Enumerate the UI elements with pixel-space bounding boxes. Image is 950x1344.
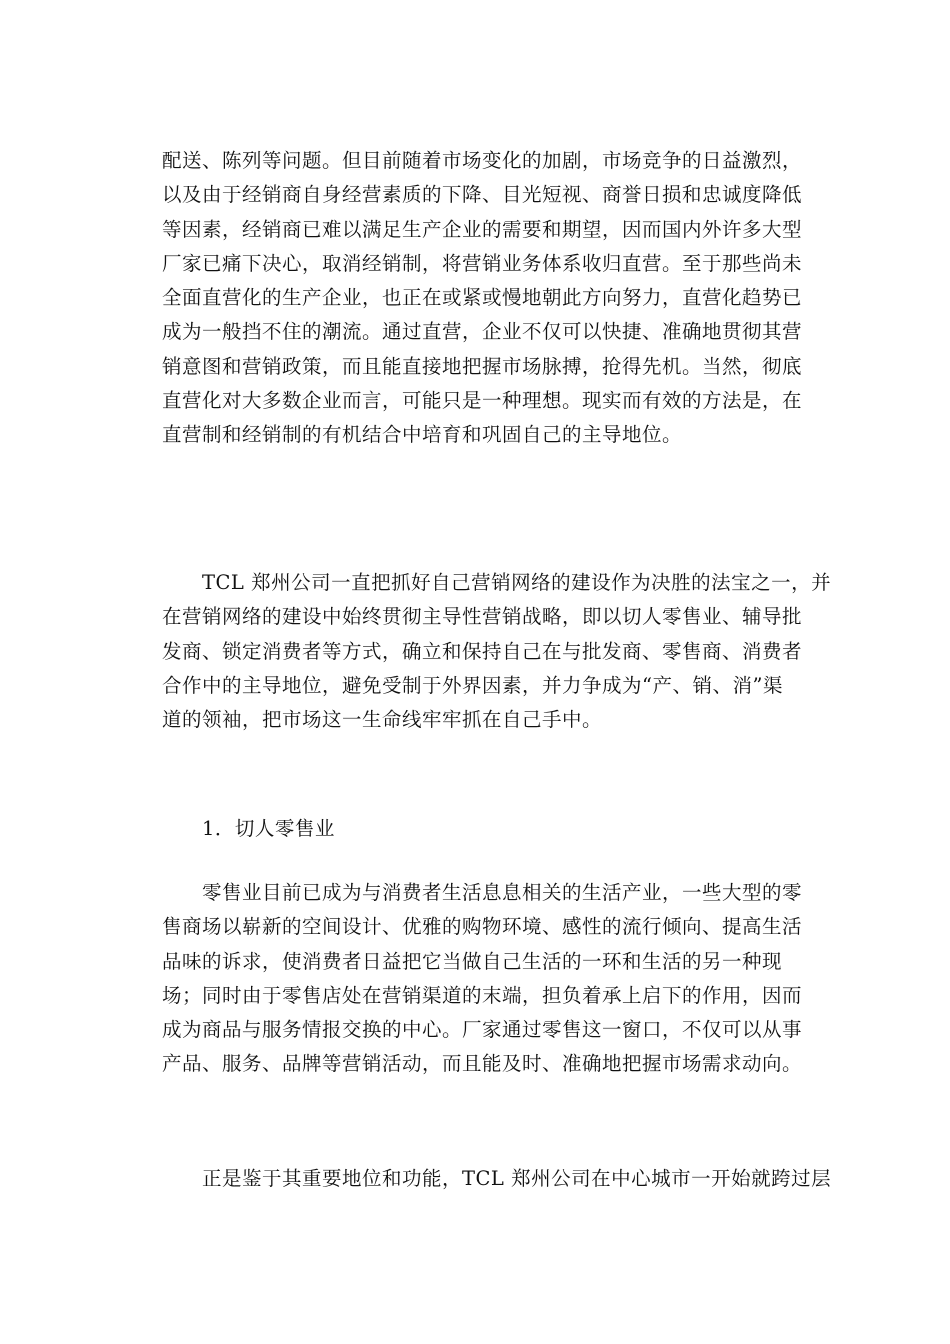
text-line: 成为一般挡不住的潮流。通过直营，企业不仅可以快捷、准确地贯彻其营: [162, 320, 803, 344]
text-line: 正是鉴于其重要地位和功能，TCL 郑州公司在中心城市一开始就跨过层: [162, 1167, 832, 1190]
text-line: 在营销网络的建设中始终贯彻主导性营销战略，即以切人零售业、辅导批: [162, 605, 803, 629]
text-line: 道的领袖，把市场这一生命线牢牢抓在自己手中。: [162, 708, 603, 732]
text-line: 零售业目前已成为与消费者生活息息相关的生活产业，一些大型的零: [162, 881, 803, 904]
text-line: 售商场以崭新的空间设计、优雅的购物环境、感性的流行倾向、提高生活: [162, 915, 803, 939]
text-line: 场；同时由于零售店处在营销渠道的末端，担负着承上启下的作用，因而: [162, 983, 803, 1007]
text-line: 等因素，经销商已难以满足生产企业的需要和期望，因而国内外许多大型: [162, 217, 803, 241]
paragraph-intro-continued: [162, 144, 803, 453]
paragraph-retail: [162, 876, 803, 1082]
paragraph-importance: [162, 1162, 832, 1196]
text-line: 直营化对大多数企业而言，可能只是一种理想。现实而有效的方法是，在: [162, 389, 803, 413]
text-line: 发商、锁定消费者等方式，确立和保持自己在与批发商、零售商、消费者: [162, 639, 803, 663]
text-line: 产品、服务、品牌等营销活动，而且能及时、准确地把握市场需求动向。: [162, 1052, 803, 1076]
text-line: 品味的诉求，使消费者日益把它当做自己生活的一环和生活的另一种现: [162, 949, 783, 973]
text-line: 直营制和经销制的有机结合中培育和巩固自己的主导地位。: [162, 423, 683, 447]
section-heading: [162, 812, 790, 846]
text-line: TCL 郑州公司一直把抓好自己营销网络的建设作为决胜的法宝之一，并: [162, 571, 832, 594]
paragraph-tcl-network: [162, 566, 832, 737]
text-line: 销意图和营销政策，而且能直接地把握市场脉搏，抢得先机。当然，彻底: [162, 354, 803, 378]
text-line: 厂家已痛下决心，取消经销制，将营销业务体系收归直营。至于那些尚未: [162, 251, 803, 275]
heading-line: 1．切人零售业: [162, 817, 335, 840]
text-line: 以及由于经销商自身经营素质的下降、目光短视、商誉日损和忠诚度降低: [162, 183, 803, 207]
text-line: 合作中的主导地位，避免受制于外界因素，并力争成为“产、销、消”渠: [162, 673, 783, 697]
text-line: 全面直营化的生产企业，也正在或紧或慢地朝此方向努力，直营化趋势已: [162, 286, 803, 310]
text-line: 成为商品与服务情报交换的中心。厂家通过零售这一窗口，不仅可以从事: [162, 1018, 803, 1042]
text-line: 配送、陈列等问题。但目前随着市场变化的加剧，市场竞争的日益激烈，: [162, 149, 803, 172]
